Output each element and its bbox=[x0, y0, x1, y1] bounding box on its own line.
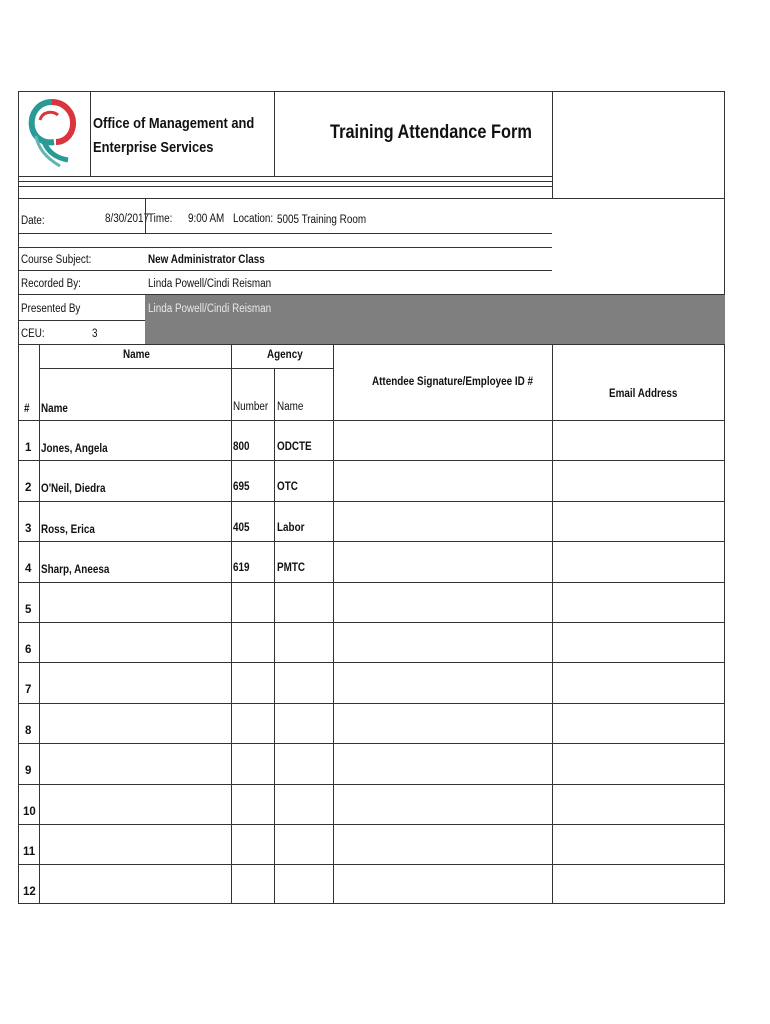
col-line-agency-name bbox=[333, 344, 334, 904]
col-line-num bbox=[39, 344, 40, 904]
col-agency-number-header: Number bbox=[233, 401, 269, 413]
ceu-label: CEU: bbox=[21, 328, 45, 340]
row-number: 3 bbox=[25, 523, 32, 535]
table-top-line bbox=[18, 344, 725, 345]
table-row-line bbox=[18, 743, 725, 744]
oms-logo-icon bbox=[26, 96, 78, 170]
row-number: 10 bbox=[23, 806, 36, 818]
row-number: 5 bbox=[25, 604, 32, 616]
header-double-line-2 bbox=[18, 186, 552, 187]
table-row-line bbox=[18, 662, 725, 663]
col-line-signature bbox=[552, 344, 553, 904]
col-num-header: # bbox=[24, 403, 30, 415]
row-number: 6 bbox=[25, 644, 32, 656]
table-row-line bbox=[18, 824, 725, 825]
row-number: 7 bbox=[25, 684, 32, 696]
group-name-header: Name bbox=[123, 349, 150, 361]
agency-number[interactable]: 695 bbox=[233, 481, 250, 493]
info-line-1 bbox=[18, 233, 552, 234]
table-row-line bbox=[18, 622, 725, 623]
table-row-line bbox=[18, 784, 725, 785]
row-number: 2 bbox=[25, 482, 32, 494]
attendee-name[interactable]: Sharp, Aneesa bbox=[41, 564, 110, 576]
course-value: New Administrator Class bbox=[148, 254, 265, 266]
info-top-line bbox=[18, 198, 725, 199]
table-row-line bbox=[18, 501, 725, 502]
col-signature-header: Attendee Signature/Employee ID # bbox=[372, 376, 534, 388]
time-label: Time: bbox=[148, 213, 173, 225]
row-number: 12 bbox=[23, 886, 36, 898]
time-value: 9:00 AM bbox=[188, 213, 225, 225]
presented-label: Presented By bbox=[21, 303, 81, 315]
header-bottom-line bbox=[18, 176, 552, 177]
date-value: 8/30/2017 bbox=[105, 213, 150, 225]
agency-name[interactable]: ODCTE bbox=[277, 441, 312, 453]
recorded-label: Recorded By: bbox=[21, 278, 81, 290]
table-row-line bbox=[18, 582, 725, 583]
agency-number[interactable]: 800 bbox=[233, 441, 250, 453]
recorded-value: Linda Powell/Cindi Reisman bbox=[148, 278, 272, 290]
course-label: Course Subject: bbox=[21, 254, 92, 266]
col-name-header: Name bbox=[41, 403, 68, 415]
org-name bbox=[93, 112, 254, 160]
col-line-name bbox=[231, 344, 232, 904]
table-row-line bbox=[18, 864, 725, 865]
attendee-name[interactable]: Jones, Angela bbox=[41, 443, 108, 455]
row-number: 11 bbox=[23, 846, 36, 858]
row-number: 1 bbox=[25, 442, 32, 454]
logo-divider bbox=[90, 91, 91, 176]
location-value: 5005 Training Room bbox=[277, 214, 367, 226]
group-agency-header: Agency bbox=[267, 349, 303, 361]
form-title: Training Attendance Form bbox=[330, 122, 532, 143]
presented-value: Linda Powell/Cindi Reisman bbox=[148, 303, 272, 315]
attendee-name[interactable]: Ross, Erica bbox=[41, 524, 95, 536]
header-double-line-1 bbox=[18, 181, 552, 182]
agency-number[interactable]: 405 bbox=[233, 522, 250, 534]
agency-number[interactable]: 619 bbox=[233, 562, 250, 574]
agency-name[interactable]: PMTC bbox=[277, 562, 306, 574]
ceu-value: 3 bbox=[92, 328, 98, 340]
table-row-line bbox=[18, 703, 725, 704]
group-header-line bbox=[39, 368, 333, 369]
title-divider bbox=[552, 91, 553, 198]
agency-name[interactable]: Labor bbox=[277, 522, 305, 534]
attendee-name[interactable]: O'Neil, Diedra bbox=[41, 483, 106, 495]
table-row-line bbox=[18, 420, 725, 421]
date-divider bbox=[145, 198, 146, 233]
table-row-line bbox=[18, 541, 725, 542]
col-agency-name-header: Name bbox=[277, 401, 304, 413]
info-line-3 bbox=[18, 270, 552, 271]
org-name-line2: Enterprise Services bbox=[93, 139, 214, 156]
org-divider bbox=[274, 91, 275, 176]
table-row-line bbox=[18, 460, 725, 461]
col-email-header: Email Address bbox=[609, 388, 678, 400]
org-name-line1: Office of Management and bbox=[93, 115, 255, 132]
row-number: 8 bbox=[25, 725, 32, 737]
info-line-5 bbox=[18, 320, 145, 321]
row-number: 9 bbox=[25, 765, 32, 777]
info-line-2 bbox=[18, 247, 552, 248]
agency-name[interactable]: OTC bbox=[277, 481, 298, 493]
date-label: Date: bbox=[21, 215, 45, 227]
row-number: 4 bbox=[25, 563, 32, 575]
location-label: Location: bbox=[233, 213, 274, 225]
